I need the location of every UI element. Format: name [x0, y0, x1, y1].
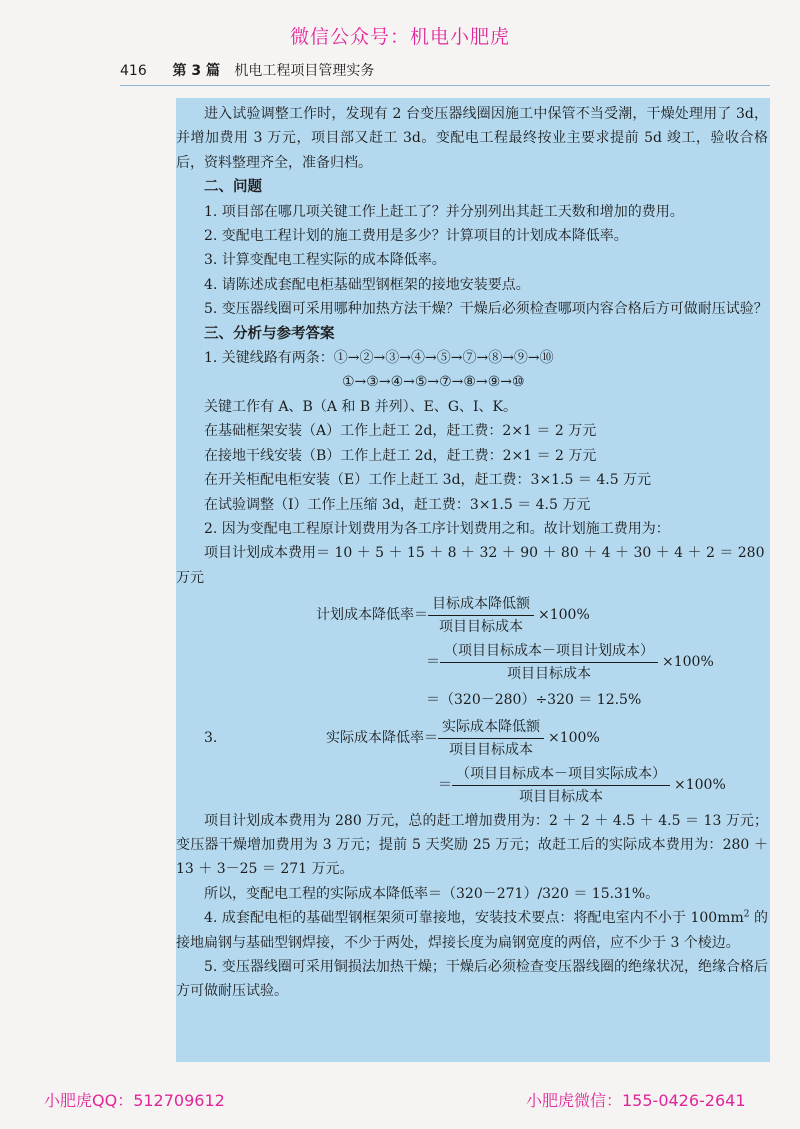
percent-factor: ×100%: [548, 729, 600, 746]
q3-label: 3.: [204, 729, 218, 746]
formula-line-3: ＝（320－280）÷320 ＝ 12.5%: [426, 692, 642, 709]
q3-result: 所以，变配电工程的实际成本降低率＝（320－271）/320 ＝ 15.31%。: [204, 885, 660, 902]
actual-cost-formula: [176, 717, 768, 807]
footer-wechat: 小肥虎微信：155-0426-2641: [526, 1091, 746, 1110]
part-label: 第 3 篇: [172, 63, 220, 79]
q3-calculation: 项目计划成本费用为 280 万元，总的赶工增加费用为：2 ＋ 2 ＋ 4.5 ＋ 4.5 ＝ 13 万元；变压器干燥增加费用为 3 万元；提前 5 天奖励 25 万元；故赶工后的实际成本费用为：280 ＋ 13 ＋ 3－25 ＝ 271 万元。: [176, 812, 768, 878]
key-works: 关键工作有 A、B（A 和 B 并列）、E、G、I、K。: [204, 398, 517, 415]
answer-4-part-a: 4. 成套配电柜的基础型钢框架须可靠接地，安装技术要点：将配电室内不小于 100mm: [204, 910, 744, 927]
numerator: （项目目标成本－项目实际成本）: [452, 764, 670, 786]
answer-4-part-b: 的接地扁钢与基础型钢焊接，不少于两处，焊接长度为扁钢宽度的两倍，应不少于 3 个棱边。: [176, 910, 768, 951]
page-number: 416: [120, 63, 147, 79]
footer-qq: 小肥虎QQ：512709612: [44, 1091, 225, 1110]
intro-paragraph: 进入试验调整工作时，发现有 2 台变压器线圈因施工中保管不当受潮，干燥处理用了 3d，并增加费用 3 万元，项目部又赶工 3d。变配电工程最终按业主要求提前 5d 竣工，验收合格后，资料整理齐全，准备归档。: [176, 106, 768, 171]
page-header: [120, 60, 770, 86]
denominator: 项目目标成本: [519, 788, 603, 805]
crash-e: 在开关柜配电柜安装（E）工作上赶工 3d，赶工费：3×1.5 ＝ 4.5 万元: [204, 472, 652, 489]
q2-sum: 项目计划成本费用＝ 10 ＋ 5 ＋ 15 ＋ 8 ＋ 32 ＋ 90 ＋ 80 ＋ 4 ＋ 30 ＋ 4 ＋ 2 ＝ 280 万元: [176, 545, 765, 586]
crash-a: 在基础框架安装（A）工作上赶工 2d，赶工费：2×1 ＝ 2 万元: [204, 423, 597, 440]
formula-line-5: [176, 764, 768, 807]
fraction: [438, 717, 544, 760]
content-body: [176, 102, 768, 1004]
crash-i: 在试验调整（I）工作上压缩 3d，赶工费：3×1.5 ＝ 4.5 万元: [204, 496, 591, 513]
equals-sign: ＝: [426, 654, 440, 671]
question-5: 5. 变压器线圈可采用哪种加热方法干燥？干燥后必须检查哪项内容合格后方可做耐压试验？: [204, 301, 768, 318]
percent-factor: ×100%: [674, 776, 726, 793]
question-3: 3. 计算变配电工程实际的成本降低率。: [204, 252, 446, 269]
formula-line-2: [176, 641, 768, 684]
critical-path-2: ①→③→④→⑤→⑦→⑧→⑨→⑩: [342, 374, 525, 391]
fraction: [428, 594, 534, 637]
numerator: （项目目标成本－项目计划成本）: [440, 641, 658, 663]
chapter-title: 机电工程项目管理实务: [234, 63, 375, 79]
question-2: 2. 变配电工程计划的施工费用是多少？计算项目的计划成本降低率。: [204, 228, 628, 245]
numerator: 实际成本降低额: [438, 717, 544, 739]
answer-4: [176, 906, 768, 955]
section-title-answers: 三、分析与参考答案: [204, 325, 335, 342]
watermark-top: 微信公众号：机电小肥虎: [289, 26, 510, 48]
section-title-questions: 二、问题: [204, 179, 262, 196]
crash-b: 在接地干线安装（B）工作上赶工 2d，赶工费：2×1 ＝ 2 万元: [204, 447, 597, 464]
fraction: [440, 641, 658, 684]
denominator: 项目目标成本: [449, 741, 533, 758]
critical-path-1: 1. 关键线路有两条：①→②→③→④→⑤→⑦→⑧→⑨→⑩: [204, 350, 554, 367]
superscript: 2: [743, 909, 750, 920]
fraction: [452, 764, 670, 807]
answer-5: 5. 变压器线圈可采用铜损法加热干燥；干燥后必须检查变压器线圈的绝缘状况，绝缘合格后方可做耐压试验。: [176, 958, 768, 1000]
formula-line-1: [176, 594, 768, 637]
formula-lhs: 实际成本降低率＝: [326, 729, 438, 746]
percent-factor: ×100%: [538, 607, 590, 624]
numerator: 目标成本降低额: [428, 594, 534, 616]
question-1: 1. 项目部在哪几项关键工作上赶工了？并分别列出其赶工天数和增加的费用。: [204, 203, 684, 220]
formula-lhs: 计划成本降低率＝: [316, 607, 428, 624]
denominator: 项目目标成本: [439, 619, 523, 636]
denominator: 项目目标成本: [507, 666, 591, 683]
question-4: 4. 请陈述成套配电柜基础型钢框架的接地安装要点。: [204, 276, 530, 293]
q2-intro: 2. 因为变配电工程原计划费用为各工序计划费用之和。故计划施工费用为：: [204, 520, 670, 537]
planned-cost-formula: [176, 594, 768, 712]
percent-factor: ×100%: [662, 654, 714, 671]
equals-sign: ＝: [438, 776, 452, 793]
formula-line-4: [176, 717, 768, 760]
